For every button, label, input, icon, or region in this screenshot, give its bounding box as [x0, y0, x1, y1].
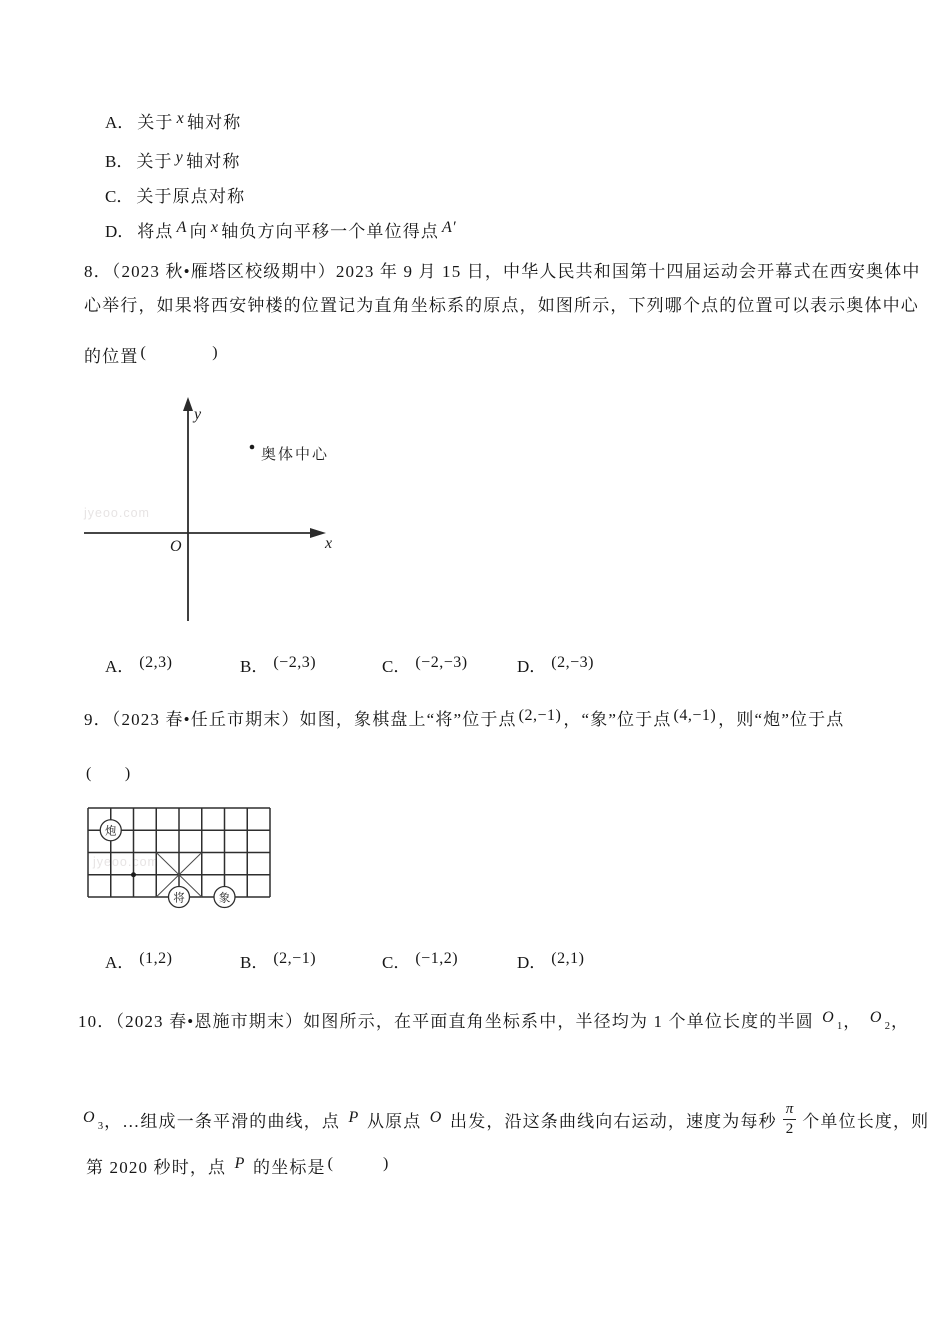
y-axis-arrow [183, 397, 193, 411]
question-9-line-1: 9．（2023 春•任丘市期末）如图，象棋盘上“将”位于点 (2,−1) ，“象”位于点 (4,−1) ，则“炮”位于点 [84, 707, 845, 729]
option-label: D． [105, 222, 135, 241]
q8-option-d [517, 652, 596, 677]
q7-option-c [105, 185, 245, 209]
q9-options-row [0, 948, 950, 978]
point-label: 奥体中心 [261, 447, 330, 463]
x-axis-arrow [310, 528, 326, 538]
question-8-line-2: 心举行，如果将西安钟楼的位置记为直角坐标系的原点，如图所示，下列哪个点的位置可以表示奥体中心 [84, 296, 919, 315]
q9-figure-chessboard [85, 803, 285, 920]
q8-figure-coordinate-plane [80, 395, 410, 635]
q7-option-a [105, 111, 241, 136]
option-label: A． [105, 657, 135, 676]
cannon-piece [100, 820, 121, 841]
q9-option-a [105, 948, 174, 973]
option-label: A． [105, 113, 135, 132]
option-text: 关于原点对称 [136, 187, 246, 206]
option-label: C． [382, 657, 411, 676]
option-value: (2,1) [551, 950, 585, 967]
q9-option-b [240, 948, 318, 973]
q7-option-d [105, 220, 459, 245]
x-axis-label: x [325, 535, 333, 552]
option-label: D． [517, 953, 547, 972]
olympic-center-dot [250, 445, 255, 450]
general-piece-label: 将 [173, 892, 185, 905]
q8-option-c [382, 652, 470, 677]
option-value: (1,2) [139, 950, 173, 967]
q8-option-b [240, 652, 318, 677]
y-axis-label: y [194, 406, 202, 423]
fraction: $\frac{\pi}{2}$ [783, 1102, 797, 1137]
option-value: (−2,−3) [415, 654, 468, 671]
option-value: (−1,2) [415, 950, 459, 967]
option-value: (2,−1) [273, 950, 317, 967]
option-label: B． [240, 657, 269, 676]
question-8-line-3: 的位置 ( ) [84, 344, 219, 366]
elephant-piece-label: 象 [218, 892, 231, 905]
q8-option-a [105, 652, 174, 677]
q7-option-b [105, 150, 241, 175]
question-9-line-2: ( ) [86, 765, 131, 782]
q8-options-row [0, 652, 950, 682]
question-10-line-1: 10．（2023 春•恩施市期末）如图所示，在平面直角坐标系中，半径均为 1 个单位长度的半圆 O1， O2， [78, 1009, 910, 1032]
origin-dot [131, 872, 136, 877]
option-label: D． [517, 657, 547, 676]
option-label: B． [105, 152, 134, 171]
option-label: B． [240, 953, 269, 972]
question-10-line-3: 第 2020 秒时，点 P 的坐标是 ( ) [86, 1155, 389, 1177]
option-value: (2,−3) [551, 654, 594, 671]
q9-option-d [517, 948, 586, 973]
cannon-piece-label: 炮 [105, 825, 117, 838]
option-text: 关于 y 轴对称 [136, 149, 241, 171]
watermark: jyeoo.com [93, 855, 159, 869]
option-value: (−2,3) [273, 654, 317, 671]
option-text: 关于 x 轴对称 [137, 110, 242, 132]
general-piece [169, 887, 190, 908]
option-label: C． [105, 187, 134, 206]
question-10-line-2: O3，…组成一条平滑的曲线，点 P 从原点 O 出发，沿这条曲线向右运动，速度为每秒 $\frac{\pi}{2}$ 个单位长度，则 [83, 1101, 930, 1137]
option-label: A． [105, 953, 135, 972]
origin-label: O [170, 538, 182, 555]
option-label: C． [382, 953, 411, 972]
watermark: jyeoo.com [84, 506, 150, 520]
elephant-piece [214, 887, 235, 908]
option-value: (2,3) [139, 654, 173, 671]
option-text: 将点 A 向 x 轴负方向平移一个单位得点 A′ [137, 219, 456, 241]
q9-option-c [382, 948, 460, 973]
question-8-line-1: 8．（2023 秋•雁塔区校级期中）2023 年 9 月 15 日，中华人民共和国第十四届运动会开幕式在西安奥体中 [84, 262, 921, 281]
